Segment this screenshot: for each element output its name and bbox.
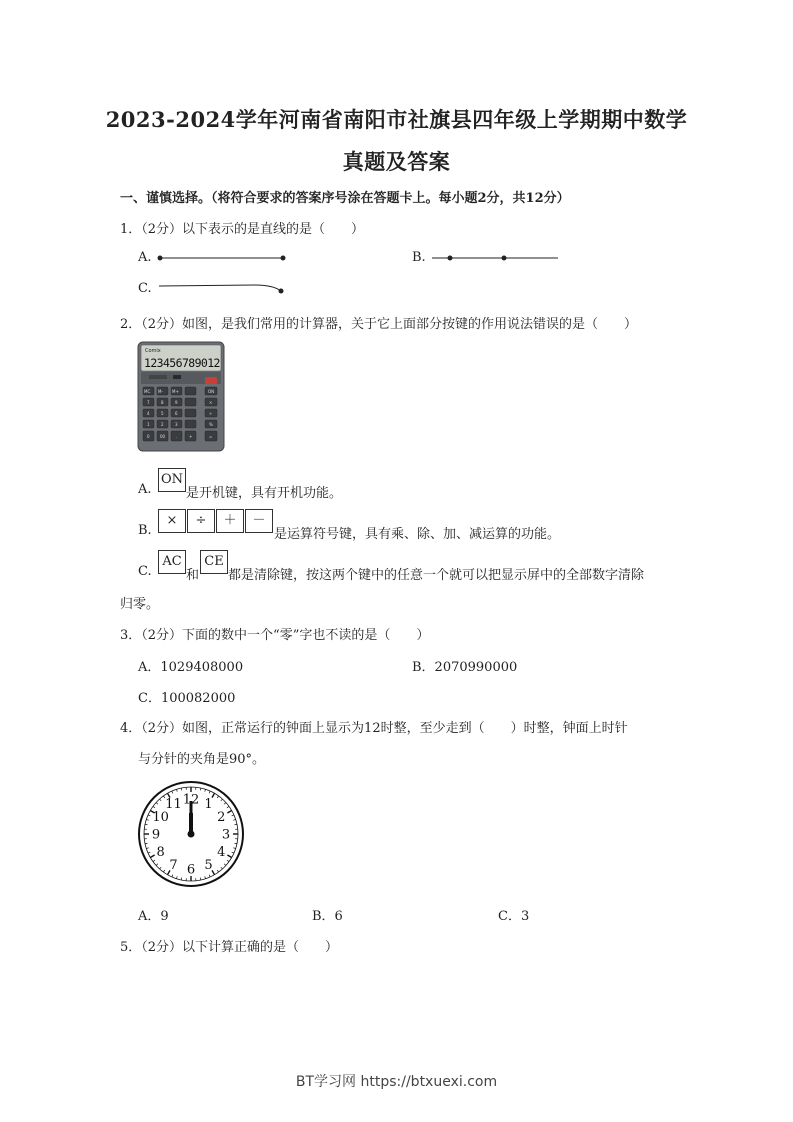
svg-text:×: × xyxy=(209,400,213,405)
svg-text:2: 2 xyxy=(161,422,164,427)
clock-number: 12 xyxy=(182,792,200,808)
svg-text:0: 0 xyxy=(147,434,150,439)
question-5-stem: 5．（2分）以下计算正确的是（ ） xyxy=(120,940,339,955)
q1-option-c-label: C. xyxy=(138,281,152,296)
svg-text:6: 6 xyxy=(175,411,178,416)
svg-text:%: % xyxy=(209,422,213,427)
clock-number: 5 xyxy=(204,857,213,873)
svg-text:÷: ÷ xyxy=(209,411,213,416)
question-2-stem: 2．（2分）如图，是我们常用的计算器，关于它上面部分按键的作用说法错误的是（ ） xyxy=(120,317,638,332)
clock-number: 3 xyxy=(221,827,231,843)
q4-option-a: A．9 xyxy=(138,909,169,924)
clock-number: 2 xyxy=(217,810,226,825)
clock-number: 11 xyxy=(165,797,182,813)
svg-text:3: 3 xyxy=(175,422,178,427)
calculator-brand: Comix xyxy=(145,348,161,354)
svg-text:8: 8 xyxy=(161,400,164,405)
clock-number: 10 xyxy=(152,810,169,825)
footer-watermark: BT学习网 https://btxuexi.com xyxy=(295,1074,498,1090)
q2-option-a-label: A. xyxy=(138,482,152,497)
on-key-box: ON xyxy=(158,468,186,492)
svg-text:+: + xyxy=(189,434,193,439)
q1-option-b-figure xyxy=(430,250,565,266)
clock-number: 4 xyxy=(217,845,226,860)
q2-option-c-text: 都是清除键，按这两个键中的任意一个就可以把显示屏中的全部数字清除 xyxy=(228,568,645,583)
q1-option-b-label: B. xyxy=(412,250,426,265)
minus-key-box: － xyxy=(245,509,273,533)
q4-option-b: B．6 xyxy=(312,909,343,924)
document-title-line-1: 2023-2024学年河南省南阳市社旗县四年级上学期期中数学 xyxy=(105,107,688,132)
svg-text:1: 1 xyxy=(147,422,150,427)
ce-key-box: CE xyxy=(200,550,228,574)
document-title-line-2: 真题及答案 xyxy=(342,149,451,174)
q2-option-b-text: 是运算符号键，具有乘、除、加、减运算的功能。 xyxy=(274,527,561,542)
svg-text:5: 5 xyxy=(161,411,164,416)
svg-text:=: = xyxy=(209,434,213,439)
q3-option-c: C．100082000 xyxy=(138,691,236,706)
multiply-key-box: × xyxy=(158,509,186,533)
plus-key-box: ＋ xyxy=(216,509,244,533)
svg-text:00: 00 xyxy=(160,434,166,439)
clock-image xyxy=(137,779,245,889)
q3-option-b: B．2070990000 xyxy=(412,660,518,675)
svg-text:M+: M+ xyxy=(172,389,179,394)
q3-option-a: A．1029408000 xyxy=(138,660,244,675)
svg-text:.: . xyxy=(176,434,178,439)
q1-option-a-figure xyxy=(155,250,295,266)
q2-option-c-label: C. xyxy=(138,564,152,579)
question-4-stem-line-2: 与分针的夹角是90°。 xyxy=(138,752,266,767)
ac-key-box: AC xyxy=(158,550,186,574)
section-heading: 一、谨慎选择。（将符合要求的答案序号涂在答题卡上。每小题2分，共12分） xyxy=(120,191,570,206)
q2-option-c-text-continued: 归零。 xyxy=(120,597,160,612)
question-3-stem: 3．（2分）下面的数中一个“零”字也不读的是（ ） xyxy=(120,628,430,643)
q2-option-a-text: 是开机键，具有开机功能。 xyxy=(186,486,343,501)
svg-text:4: 4 xyxy=(147,411,150,416)
question-1-stem: 1．（2分）以下表示的是直线的是（ ） xyxy=(120,222,365,237)
q1-option-c-figure xyxy=(155,278,295,298)
clock-number: 1 xyxy=(204,797,213,813)
q1-option-a-label: A. xyxy=(138,250,152,265)
q2-option-b-label: B. xyxy=(138,523,152,538)
clock-number: 7 xyxy=(169,857,178,873)
svg-text:MC: MC xyxy=(144,389,151,394)
question-4-stem-line-1: 4．（2分）如图，正常运行的钟面上显示为12时整，至少走到（ ）时整，钟面上时针 xyxy=(120,721,628,736)
clock-number: 8 xyxy=(156,845,165,860)
divide-key-box: ÷ xyxy=(187,509,215,533)
svg-text:7: 7 xyxy=(147,400,150,405)
svg-text:9: 9 xyxy=(175,400,178,405)
calculator-image xyxy=(137,341,225,452)
calculator-display-text: 123456789012 xyxy=(144,356,220,370)
svg-text:ON: ON xyxy=(208,389,215,394)
q2-option-c-and: 和 xyxy=(186,568,200,583)
clock-number: 6 xyxy=(186,862,196,878)
svg-text:M-: M- xyxy=(158,389,163,394)
q4-option-c: C．3 xyxy=(498,909,530,924)
clock-number: 9 xyxy=(151,827,161,843)
